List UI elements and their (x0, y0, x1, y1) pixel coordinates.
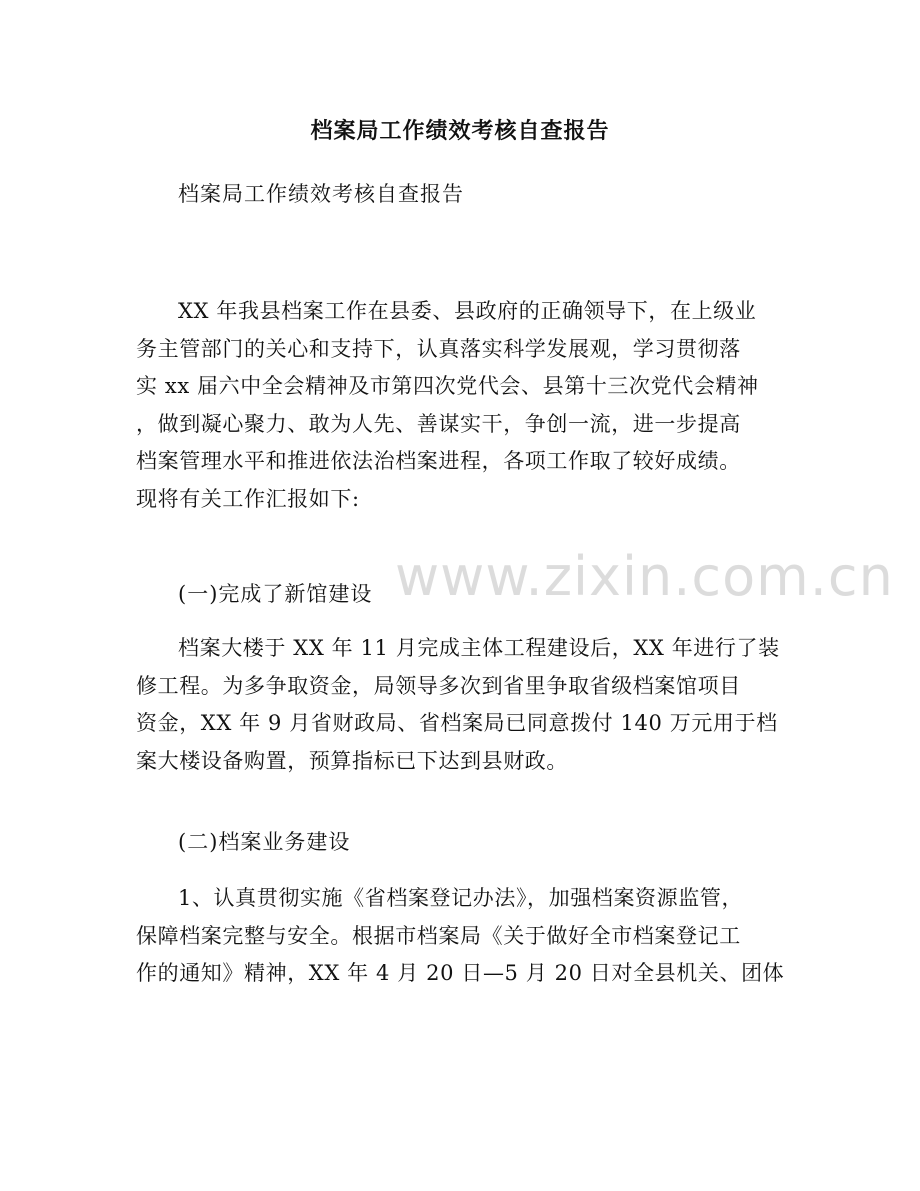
section-heading-new-building: (一)完成了新馆建设 (178, 582, 373, 606)
paragraph-line: 务主管部门的关心和支持下，认真落实科学发展观，学习贯彻落 (136, 336, 741, 361)
paragraph-intro (136, 293, 786, 518)
paragraph-line: 1、认真贯彻实施《省档案登记办法》，加强档案资源监管， (178, 886, 744, 910)
paragraph-line: 修工程。为多争取资金，局领导多次到省里争取省级档案馆项目 (136, 673, 741, 698)
paragraph-line: ，做到凝心聚力、敢为人先、善谋实干，争创一流，进一步提高 (136, 411, 741, 436)
paragraph-line: XX 年我县档案工作在县委、县政府的正确领导下，在上级业 (178, 299, 757, 323)
paragraph-line: 实 xx 届六中全会精神及市第四次党代会、县第十三次党代会精神 (136, 374, 759, 398)
paragraph-line: 档案管理水平和推进依法治档案进程，各项工作取了较好成绩。 (136, 449, 741, 473)
document-title: 档案局工作绩效考核自查报告 (310, 119, 610, 144)
paragraph-line: 现将有关工作汇报如下: (136, 486, 360, 511)
paragraph-registration (136, 880, 786, 993)
watermark-text: www.zixin.com.cn (395, 545, 894, 608)
document-subtitle: 档案局工作绩效考核自查报告 (178, 182, 464, 206)
paragraph-line: 档案大楼于 XX 年 11 月完成主体工程建设后，XX 年进行了装 (178, 636, 780, 660)
paragraph-line: 资金，XX 年 9 月省财政局、省档案局已同意拨付 140 万元用于档 (136, 711, 778, 735)
paragraph-line: 作的通知》精神，XX 年 4 月 20 日—5 月 20 日对全县机关、团体 (136, 961, 785, 985)
paragraph-line: 案大楼设备购置，预算指标已下达到县财政。 (136, 748, 568, 773)
paragraph-line: 保障档案完整与安全。根据市档案局《关于做好全市档案登记工 (136, 923, 741, 948)
section-heading-business: (二)档案业务建设 (178, 830, 351, 854)
paragraph-new-building (136, 630, 786, 780)
